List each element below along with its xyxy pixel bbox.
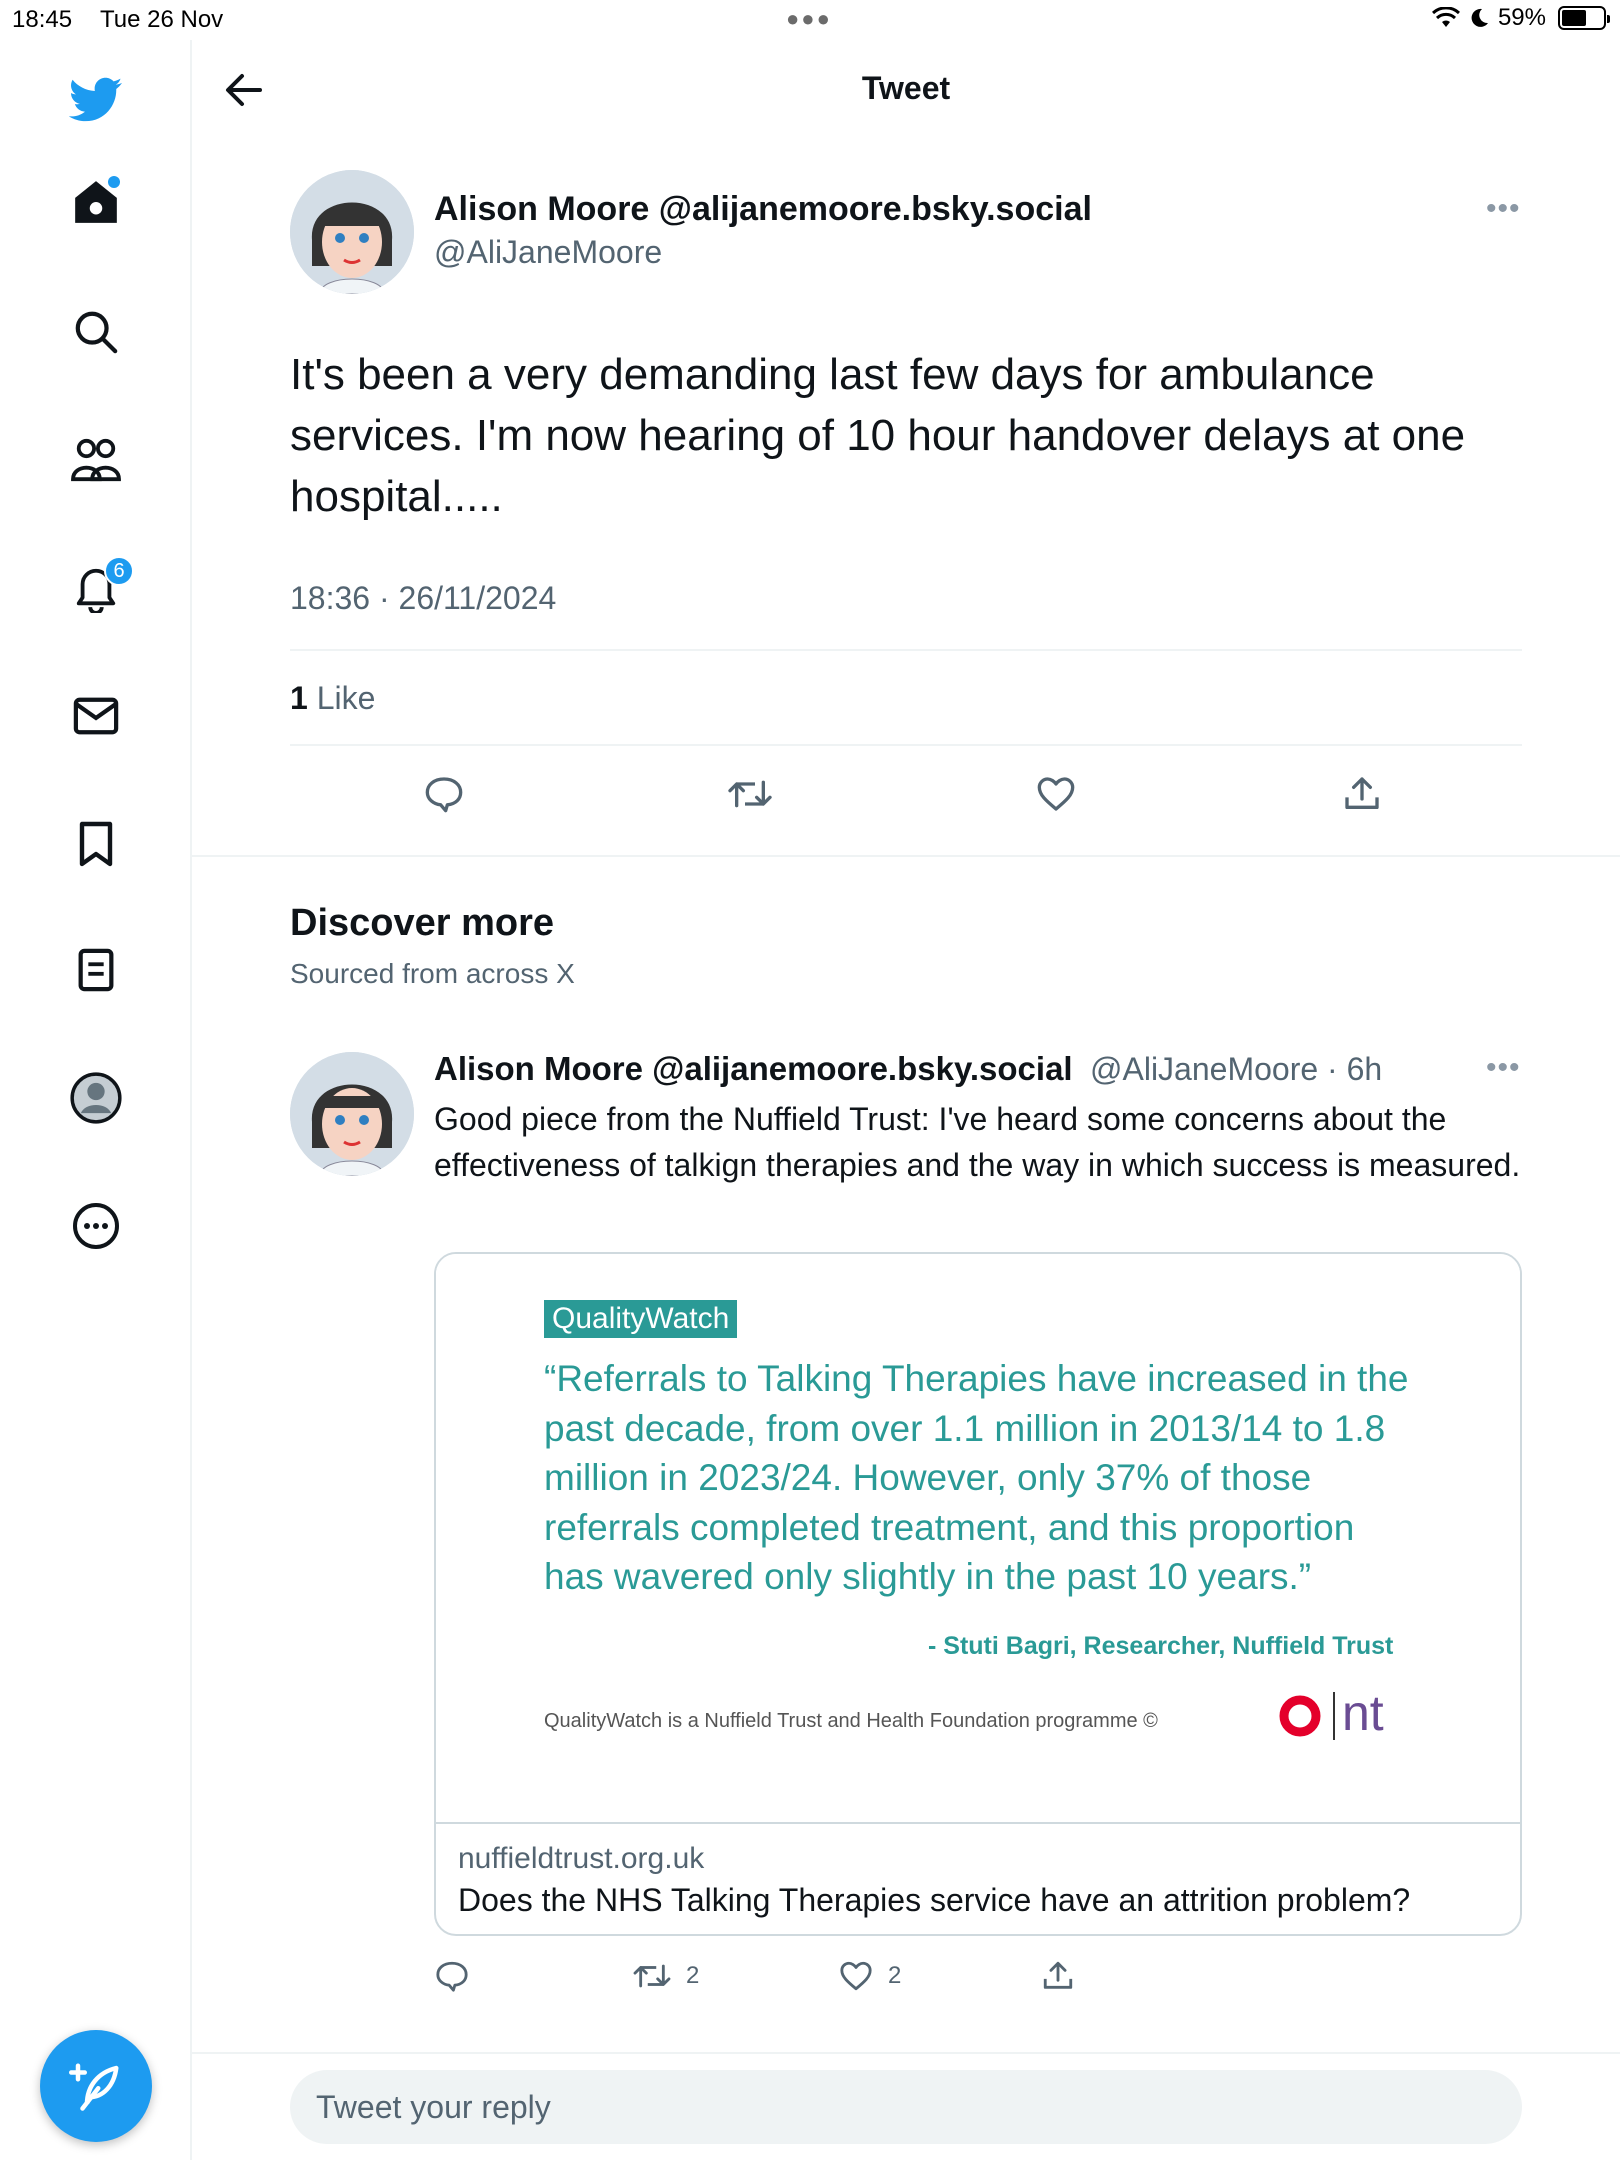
status-bar (0, 0, 1620, 40)
card-image (436, 1254, 1520, 1824)
tweet2-like-button[interactable] (836, 1956, 876, 1996)
nuffield-trust-logo (1278, 1686, 1418, 1746)
card-quote: “Referrals to Talking Therapies have increased in the past decade, from over 1.1 million in 2013/14 to 1.8 million in 2023/24. However, only 37% of those referrals completed treatment, and this proportion has wavered only slightly in the past 10 years.” (544, 1358, 1409, 1597)
reply-button[interactable] (420, 770, 468, 818)
retweet-button[interactable] (726, 770, 774, 818)
tweet2-retweet-count: 2 (686, 1962, 700, 1989)
discover-subtitle: Sourced from across X (290, 958, 575, 989)
tweet-body: It's been a very demanding last few days for ambulance services. I'm now hearing of 10 hour handover delays at one hospital..... (290, 350, 1466, 521)
profile-avatar-icon (70, 1072, 122, 1124)
multitasking-dots-icon[interactable]: ●●● (786, 6, 832, 31)
page-title: Tweet (861, 70, 951, 106)
nuffield-logo-text: nt (1342, 1685, 1384, 1741)
more-circle-icon (72, 1202, 120, 1250)
tweet2-more-button[interactable]: ••• (1486, 1051, 1521, 1084)
nav-home[interactable] (66, 172, 126, 232)
share-button[interactable] (1338, 770, 1386, 818)
search-icon (73, 309, 119, 355)
tweet2-handle-time[interactable]: @AliJaneMoore · 6h (1090, 1051, 1383, 1087)
reply-icon (435, 1959, 469, 1993)
discover-title: Discover more (290, 902, 555, 944)
author-avatar[interactable] (290, 1052, 414, 1176)
status-date: Tue 26 Nov (100, 6, 224, 33)
card-footer: QualityWatch is a Nuffield Trust and Health Foundation programme © (544, 1710, 1158, 1732)
battery-percent: 59% (1497, 4, 1546, 31)
tweet2-reply-button[interactable] (432, 1956, 472, 1996)
author-avatar[interactable] (290, 170, 414, 294)
compose-tweet-button[interactable] (40, 2030, 152, 2142)
tweet2-like-count: 2 (888, 1962, 902, 1989)
tweet2-share-button[interactable] (1038, 1956, 1078, 1996)
author-handle[interactable]: @AliJaneMoore (434, 234, 663, 270)
retweet-icon (728, 774, 772, 814)
share-icon (1041, 1959, 1075, 1993)
nav-profile[interactable] (66, 1068, 126, 1128)
nav-communities[interactable] (66, 430, 126, 490)
tweet-timestamp[interactable]: 18:36 · 26/11/2024 (290, 580, 557, 616)
tweet-more-button[interactable]: ••• (1486, 192, 1521, 225)
list-icon (76, 947, 116, 993)
notifications-badge: 6 (104, 556, 134, 586)
qualitywatch-tag: QualityWatch (544, 1300, 737, 1338)
card-domain: nuffieldtrust.org.uk (458, 1842, 705, 1875)
home-badge-dot (108, 176, 120, 188)
divider (290, 649, 1522, 651)
nav-bookmarks[interactable] (66, 814, 126, 874)
retweet-icon (633, 1959, 671, 1993)
battery-icon (1558, 6, 1606, 30)
divider (192, 2052, 1620, 2054)
divider (290, 744, 1522, 746)
author-display-name[interactable]: Alison Moore @alijanemoore.bsky.social (434, 190, 1092, 228)
likes-count: 1 (290, 680, 308, 716)
nav-lists[interactable] (66, 940, 126, 1000)
bookmark-icon (77, 820, 115, 868)
sidebar-nav (0, 40, 192, 2160)
card-quote-author: - Stuti Bagri, Researcher, Nuffield Trust (928, 1632, 1394, 1660)
wifi-icon (1432, 7, 1460, 29)
tweet2-body: Good piece from the Nuffield Trust: I've heard some concerns about the effectiveness of talkign therapies and the way in which success is measured. (434, 1101, 1521, 1183)
compose-feather-icon (69, 2059, 123, 2113)
reply-icon (424, 774, 464, 814)
reply-input[interactable] (316, 2070, 1496, 2144)
status-time: 18:45 (12, 6, 73, 33)
people-icon (71, 437, 121, 483)
card-title: Does the NHS Talking Therapies service have an attrition problem? (458, 1882, 1411, 1918)
status-indicators (1432, 4, 1606, 32)
heart-icon (1036, 774, 1076, 814)
likes-label: Like (316, 680, 376, 716)
reply-composer[interactable] (290, 2070, 1522, 2144)
twitter-logo-icon[interactable] (66, 70, 126, 130)
nav-notifications[interactable] (66, 558, 126, 618)
nav-more[interactable] (66, 1196, 126, 1256)
share-icon (1342, 774, 1382, 814)
mail-icon (73, 696, 119, 736)
battery-fill (1562, 10, 1586, 26)
moon-icon (1468, 7, 1490, 29)
page-header (192, 40, 1620, 140)
tweet2-display-name[interactable]: Alison Moore @alijanemoore.bsky.social (434, 1050, 1073, 1087)
like-button[interactable] (1032, 770, 1080, 818)
nav-messages[interactable] (66, 686, 126, 746)
likes-summary[interactable] (290, 680, 375, 717)
heart-icon (839, 1959, 873, 1993)
link-card[interactable] (434, 1252, 1522, 1936)
section-divider (192, 855, 1620, 857)
nav-explore[interactable] (66, 302, 126, 362)
tweet2-retweet-button[interactable] (632, 1956, 672, 1996)
